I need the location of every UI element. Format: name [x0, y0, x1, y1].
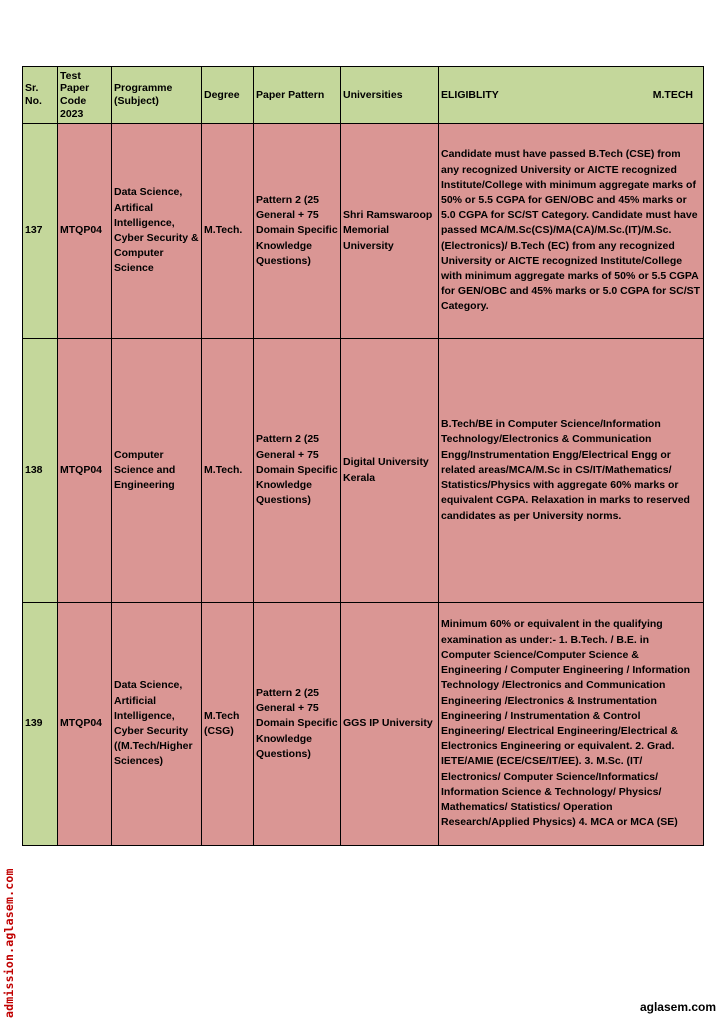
- header-universities: Universities: [341, 67, 439, 124]
- cell-test-paper-code: MTQP04: [58, 124, 112, 339]
- cell-test-paper-code: MTQP04: [58, 603, 112, 846]
- cell-sr-no: 138: [23, 339, 58, 603]
- cell-degree: M.Tech.: [202, 339, 254, 603]
- cell-test-paper-code: MTQP04: [58, 339, 112, 603]
- watermark-right: aglasem.com: [639, 1000, 716, 1014]
- header-degree: Degree: [202, 67, 254, 124]
- header-sr-no: Sr. No.: [23, 67, 58, 124]
- table-row: [23, 603, 704, 846]
- cell-eligibility: B.Tech/BE in Computer Science/Information Technology/Electronics & Communication Engg/Instrumentation Engg/Electrical Engg or related areas/MCA/M.Sc in CS/IT/Mathematics/ Statistics/Physics with aggregate 60% marks or equivalent CGPA. Relaxation in marks to reserved candidates as per University norms.: [439, 339, 704, 603]
- cell-eligibility: Minimum 60% or equivalent in the qualifying examination as under:- 1. B.Tech. / B.E. in Computer Science/Computer Science & Engineering / Computer Engineering / Information Technology /Electronics and Communication Engineering /Electronics & Instrumentation Engineering / Instrumentation & Control Engineering/ Electrical Engineering/Electrical & Electronics Engineering or equivalent. 2. Grad. IETE/AMIE (ECE/CSE/IT/EE). 3. M.Sc. (IT/ Electronics/ Computer Science/Informatics/ Information Science & Technology/ Physics/ Mathematics/ Statistics/ Operation Research/Applied Physics) 4. MCA or MCA (SE): [439, 603, 704, 846]
- cell-sr-no: 137: [23, 124, 58, 339]
- table-header-row: [23, 67, 704, 124]
- cell-programme: Data Science, Artificial Intelligence, Cyber Security ((M.Tech/Higher Sciences): [112, 603, 202, 846]
- cell-paper-pattern: Pattern 2 (25 General + 75 Domain Specific Knowledge Questions): [254, 603, 341, 846]
- table-row: [23, 339, 704, 603]
- cell-university: Shri Ramswaroop Memorial University: [341, 124, 439, 339]
- cell-programme: Data Science, Artifical Intelligence, Cyber Security & Computer Science: [112, 124, 202, 339]
- cell-programme: Computer Science and Engineering: [112, 339, 202, 603]
- cell-university: Digital University Kerala: [341, 339, 439, 603]
- cell-sr-no: 139: [23, 603, 58, 846]
- eligibility-table: [22, 66, 704, 846]
- header-eligibility: [439, 67, 704, 124]
- cell-paper-pattern: Pattern 2 (25 General + 75 Domain Specific Knowledge Questions): [254, 339, 341, 603]
- cell-degree: M.Tech (CSG): [202, 603, 254, 846]
- watermark-left: admission.aglasem.com: [2, 868, 16, 1018]
- cell-paper-pattern: Pattern 2 (25 General + 75 Domain Specific Knowledge Questions): [254, 124, 341, 339]
- cell-eligibility: Candidate must have passed B.Tech (CSE) from any recognized University or AICTE recognized Institute/College with minimum aggregate marks of 50% or 5.5 CGPA for GEN/OBC and 45% marks or 5.0 CGPA for SC/ST Category. Candidate must have passed MCA/M.Sc(CS)/MA(CA)/M.Sc.(IT)/M.Sc.(Electronics)/ B.Tech (EC) from any recognized University or AICTE recognized Institute/College with minimum aggregate marks of 50% or 5.5 CGPA for GEN/OBC and 45% marks or 5.0 CGPA for SC/ST Category.: [439, 124, 704, 339]
- header-eligibility-label: ELIGIBLITY: [441, 88, 499, 101]
- header-paper-pattern: Paper Pattern: [254, 67, 341, 124]
- header-programme: Programme (Subject): [112, 67, 202, 124]
- cell-degree: M.Tech.: [202, 124, 254, 339]
- table-row: [23, 124, 704, 339]
- header-test-paper-code: Test Paper Code 2023: [58, 67, 112, 124]
- header-eligibility-tag: M.TECH: [652, 88, 693, 101]
- cell-university: GGS IP University: [341, 603, 439, 846]
